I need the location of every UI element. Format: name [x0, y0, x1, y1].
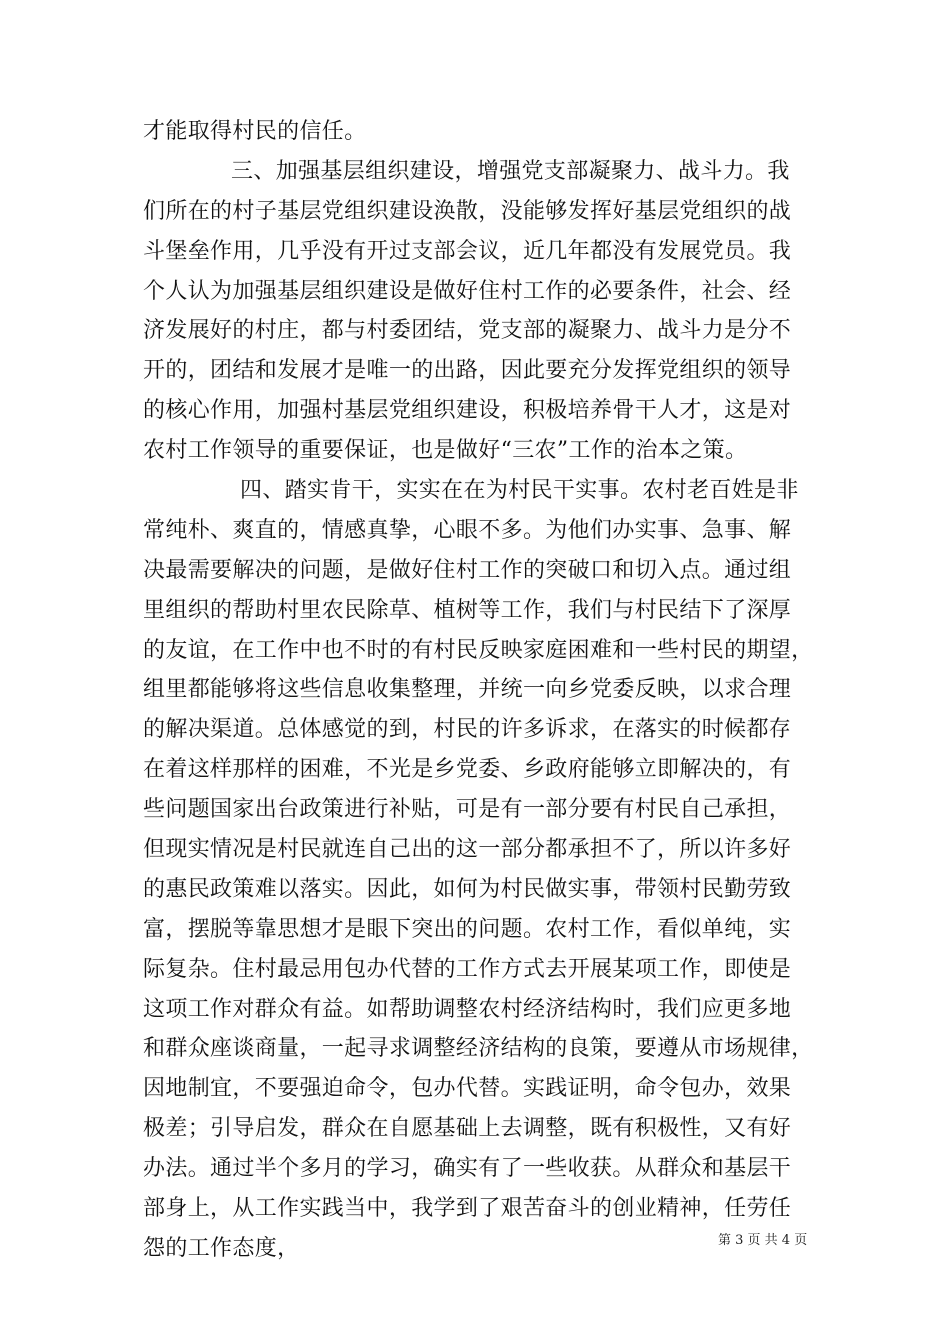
text-line: 个人认为加强基层组织建设是做好住村工作的必要条件，社会、经: [143, 278, 792, 304]
body-text: [143, 112, 819, 1269]
text-line: 的核心作用，加强村基层党组织建设，积极培养骨干人才，这是对: [143, 398, 792, 424]
text-line: 部身上，从工作实践当中，我学到了艰苦奋斗的创业精神，任劳任: [143, 1196, 792, 1222]
text-line: 因地制宜，不要强迫命令，包办代替。实践证明，命令包办，效果: [143, 1076, 792, 1102]
text-line: 济发展好的村庄，都与村委团结，党支部的凝聚力、战斗力是分不: [143, 318, 792, 344]
page-number-footer: 第 3 页 共 4 页: [718, 1233, 808, 1248]
text-line: 的惠民政策难以落实。因此，如何为村民做实事，带领村民勤劳致: [143, 876, 792, 902]
text-line: 里组织的帮助村里农民除草、植树等工作，我们与村民结下了深厚: [143, 597, 792, 623]
text-line: 怨的工作态度，: [143, 1235, 300, 1261]
text-line: 才能取得村民的信任。: [143, 119, 367, 144]
text-line: 常纯朴、爽直的，情感真挚，心眼不多。为他们办实事、急事、解: [143, 517, 792, 543]
text-line: 富，摆脱等靠思想才是眼下突出的问题。农村工作，看似单纯，实: [143, 916, 792, 942]
text-line: 组里都能够将这些信息收集整理，并统一向乡党委反映，以求合理: [143, 677, 792, 703]
text-line: 斗堡垒作用，几乎没有开过支部会议，近几年都没有发展党员。我: [143, 238, 792, 264]
text-line: 极差；引导启发，群众在自愿基础上去调整，既有积极性，又有好: [143, 1116, 792, 1142]
text-line: 这项工作对群众有益。如帮助调整农村经济结构时，我们应更多地: [143, 996, 792, 1022]
text-line: 办法。通过半个多月的学习，确实有了一些收获。从群众和基层干: [143, 1156, 792, 1182]
text-line: 的解决渠道。总体感觉的到，村民的许多诉求，在落实的时候都存: [143, 717, 792, 743]
text-line: 开的，团结和发展才是唯一的出路，因此要充分发挥党组织的领导: [143, 358, 792, 384]
text-line: 些问题国家出台政策进行补贴，可是有一部分要有村民自己承担，: [143, 797, 792, 823]
text-line: 但现实情况是村民就连自己出的这一部分都承担不了，所以许多好: [143, 837, 792, 863]
text-line: 的友谊，在工作中也不时的有村民反映家庭困难和一些村民的期望，: [143, 637, 814, 663]
text-line: 们所在的村子基层党组织建设涣散，没能够发挥好基层党组织的战: [143, 198, 792, 224]
text-line: 农村工作领导的重要保证，也是做好“三农”工作的治本之策。: [143, 438, 748, 464]
text-line: 际复杂。住村最忌用包办代替的工作方式去开展某项工作，即使是: [143, 956, 792, 982]
section-heading-line: 四、踏实肯干，实实在在为村民干实事。农村老百姓是非: [240, 478, 799, 504]
text-line: 和群众座谈商量，一起寻求调整经济结构的良策，要遵从市场规律，: [143, 1036, 814, 1062]
text-line: 在着这样那样的困难，不光是乡党委、乡政府能够立即解决的，有: [143, 757, 792, 783]
section-heading-line: 三、加强基层组织建设，增强党支部凝聚力、战斗力。我: [231, 158, 790, 184]
text-line: 决最需要解决的问题，是做好住村工作的突破口和切入点。通过组: [143, 557, 792, 583]
